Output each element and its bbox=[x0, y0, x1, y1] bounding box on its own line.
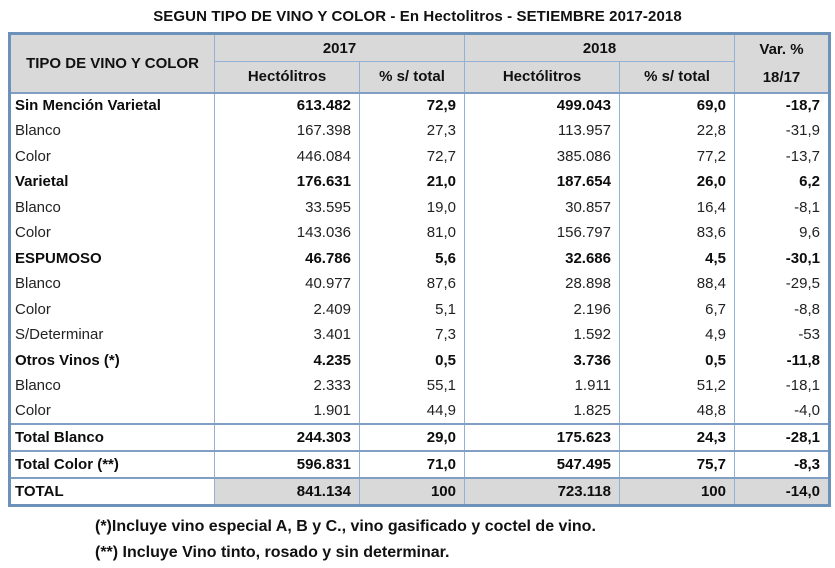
row-label: Otros Vinos (*) bbox=[10, 348, 215, 374]
cell-pct-2018: 48,8 bbox=[620, 399, 735, 425]
cell-hl-2018: 547.495 bbox=[465, 451, 620, 478]
cell-pct-2017: 87,6 bbox=[360, 271, 465, 297]
group-row bbox=[10, 246, 830, 272]
cell-hl-2017: 46.786 bbox=[215, 246, 360, 272]
cell-hl-2018: 28.898 bbox=[465, 271, 620, 297]
row-label: Blanco bbox=[10, 373, 215, 399]
cell-var-18-17: -4,0 bbox=[735, 399, 830, 425]
column-header-var-pct bbox=[735, 34, 830, 93]
cell-hl-2017: 244.303 bbox=[215, 424, 360, 451]
cell-hl-2018: 175.623 bbox=[465, 424, 620, 451]
cell-hl-2017: 167.398 bbox=[215, 118, 360, 144]
cell-pct-2017: 29,0 bbox=[360, 424, 465, 451]
total-row bbox=[10, 424, 830, 451]
cell-hl-2018: 723.118 bbox=[465, 478, 620, 505]
column-header-pct-total-2017: % s/ total bbox=[360, 62, 465, 93]
cell-var-18-17: -30,1 bbox=[735, 246, 830, 272]
table-header bbox=[10, 34, 830, 93]
row-label: Blanco bbox=[10, 271, 215, 297]
row-label: Color bbox=[10, 144, 215, 170]
group-row bbox=[10, 348, 830, 374]
cell-hl-2018: 499.043 bbox=[465, 93, 620, 119]
cell-pct-2017: 81,0 bbox=[360, 220, 465, 246]
table-title: SEGUN TIPO DE VINO Y COLOR - En Hectolitros - SETIEMBRE 2017-2018 bbox=[153, 8, 682, 25]
row-label: Sin Mención Varietal bbox=[10, 93, 215, 119]
total-row bbox=[10, 478, 830, 505]
cell-hl-2018: 30.857 bbox=[465, 195, 620, 221]
cell-pct-2017: 44,9 bbox=[360, 399, 465, 425]
row-label: TOTAL bbox=[10, 478, 215, 505]
cell-var-18-17: -28,1 bbox=[735, 424, 830, 451]
cell-hl-2018: 1.911 bbox=[465, 373, 620, 399]
var-pct-years: 18/17 bbox=[762, 68, 801, 86]
cell-hl-2018: 1.592 bbox=[465, 322, 620, 348]
cell-pct-2018: 26,0 bbox=[620, 169, 735, 195]
cell-pct-2018: 4,9 bbox=[620, 322, 735, 348]
detail-row bbox=[10, 399, 830, 425]
cell-var-18-17: -8,8 bbox=[735, 297, 830, 323]
cell-hl-2017: 841.134 bbox=[215, 478, 360, 505]
cell-var-18-17: -29,5 bbox=[735, 271, 830, 297]
header-row-years bbox=[10, 34, 830, 62]
var-pct-label: Var. % bbox=[759, 40, 804, 58]
row-label: Total Color (**) bbox=[10, 451, 215, 478]
cell-pct-2018: 51,2 bbox=[620, 373, 735, 399]
cell-hl-2018: 1.825 bbox=[465, 399, 620, 425]
table-body bbox=[10, 93, 830, 506]
group-row bbox=[10, 169, 830, 195]
column-header-2017: 2017 bbox=[215, 34, 465, 62]
wine-statistics-table bbox=[8, 32, 831, 507]
cell-hl-2018: 32.686 bbox=[465, 246, 620, 272]
cell-pct-2018: 83,6 bbox=[620, 220, 735, 246]
cell-pct-2018: 22,8 bbox=[620, 118, 735, 144]
cell-hl-2017: 4.235 bbox=[215, 348, 360, 374]
cell-hl-2018: 385.086 bbox=[465, 144, 620, 170]
row-label: Blanco bbox=[10, 118, 215, 144]
detail-row bbox=[10, 322, 830, 348]
footnote-1: (*)Incluye vino especial A, B y C., vino gasificado y coctel de vino. bbox=[95, 517, 596, 535]
cell-pct-2018: 75,7 bbox=[620, 451, 735, 478]
detail-row bbox=[10, 373, 830, 399]
detail-row bbox=[10, 144, 830, 170]
cell-pct-2018: 6,7 bbox=[620, 297, 735, 323]
cell-var-18-17: -31,9 bbox=[735, 118, 830, 144]
cell-hl-2018: 156.797 bbox=[465, 220, 620, 246]
cell-var-18-17: -13,7 bbox=[735, 144, 830, 170]
column-header-tipo-de-vino: TIPO DE VINO Y COLOR bbox=[10, 34, 215, 93]
cell-hl-2018: 113.957 bbox=[465, 118, 620, 144]
cell-var-18-17: -14,0 bbox=[735, 478, 830, 505]
cell-hl-2018: 3.736 bbox=[465, 348, 620, 374]
cell-pct-2017: 72,7 bbox=[360, 144, 465, 170]
cell-var-18-17: 9,6 bbox=[735, 220, 830, 246]
row-label: S/Determinar bbox=[10, 322, 215, 348]
detail-row bbox=[10, 271, 830, 297]
row-label: Total Blanco bbox=[10, 424, 215, 451]
cell-pct-2017: 55,1 bbox=[360, 373, 465, 399]
cell-var-18-17: -8,3 bbox=[735, 451, 830, 478]
cell-var-18-17: -8,1 bbox=[735, 195, 830, 221]
cell-var-18-17: -18,7 bbox=[735, 93, 830, 119]
row-label: Color bbox=[10, 297, 215, 323]
cell-var-18-17: -53 bbox=[735, 322, 830, 348]
column-header-hectolitros-2018: Hectólitros bbox=[465, 62, 620, 93]
cell-hl-2017: 1.901 bbox=[215, 399, 360, 425]
cell-pct-2018: 69,0 bbox=[620, 93, 735, 119]
group-row bbox=[10, 93, 830, 119]
cell-hl-2017: 2.409 bbox=[215, 297, 360, 323]
cell-pct-2018: 100 bbox=[620, 478, 735, 505]
column-header-pct-total-2018: % s/ total bbox=[620, 62, 735, 93]
cell-pct-2017: 27,3 bbox=[360, 118, 465, 144]
cell-var-18-17: -18,1 bbox=[735, 373, 830, 399]
cell-pct-2018: 4,5 bbox=[620, 246, 735, 272]
cell-pct-2017: 21,0 bbox=[360, 169, 465, 195]
cell-hl-2018: 2.196 bbox=[465, 297, 620, 323]
cell-pct-2018: 0,5 bbox=[620, 348, 735, 374]
cell-hl-2017: 3.401 bbox=[215, 322, 360, 348]
cell-hl-2017: 33.595 bbox=[215, 195, 360, 221]
detail-row bbox=[10, 297, 830, 323]
row-label: Color bbox=[10, 220, 215, 246]
cell-pct-2018: 77,2 bbox=[620, 144, 735, 170]
cell-hl-2018: 187.654 bbox=[465, 169, 620, 195]
cell-pct-2017: 5,1 bbox=[360, 297, 465, 323]
cell-pct-2017: 0,5 bbox=[360, 348, 465, 374]
cell-var-18-17: -11,8 bbox=[735, 348, 830, 374]
cell-pct-2017: 5,6 bbox=[360, 246, 465, 272]
cell-pct-2018: 24,3 bbox=[620, 424, 735, 451]
column-header-2018: 2018 bbox=[465, 34, 735, 62]
cell-var-18-17: 6,2 bbox=[735, 169, 830, 195]
row-label: ESPUMOSO bbox=[10, 246, 215, 272]
cell-pct-2017: 71,0 bbox=[360, 451, 465, 478]
cell-pct-2018: 16,4 bbox=[620, 195, 735, 221]
cell-pct-2017: 19,0 bbox=[360, 195, 465, 221]
cell-hl-2017: 596.831 bbox=[215, 451, 360, 478]
row-label: Varietal bbox=[10, 169, 215, 195]
cell-hl-2017: 613.482 bbox=[215, 93, 360, 119]
cell-hl-2017: 143.036 bbox=[215, 220, 360, 246]
total-row bbox=[10, 451, 830, 478]
row-label: Color bbox=[10, 399, 215, 425]
detail-row bbox=[10, 118, 830, 144]
cell-pct-2017: 72,9 bbox=[360, 93, 465, 119]
column-header-hectolitros-2017: Hectólitros bbox=[215, 62, 360, 93]
cell-hl-2017: 176.631 bbox=[215, 169, 360, 195]
detail-row bbox=[10, 220, 830, 246]
cell-pct-2017: 7,3 bbox=[360, 322, 465, 348]
footnote-2: (**) Incluye Vino tinto, rosado y sin determinar. bbox=[95, 543, 450, 561]
cell-hl-2017: 40.977 bbox=[215, 271, 360, 297]
row-label: Blanco bbox=[10, 195, 215, 221]
footnotes bbox=[95, 514, 835, 566]
cell-pct-2017: 100 bbox=[360, 478, 465, 505]
cell-pct-2018: 88,4 bbox=[620, 271, 735, 297]
cell-hl-2017: 2.333 bbox=[215, 373, 360, 399]
detail-row bbox=[10, 195, 830, 221]
cell-hl-2017: 446.084 bbox=[215, 144, 360, 170]
